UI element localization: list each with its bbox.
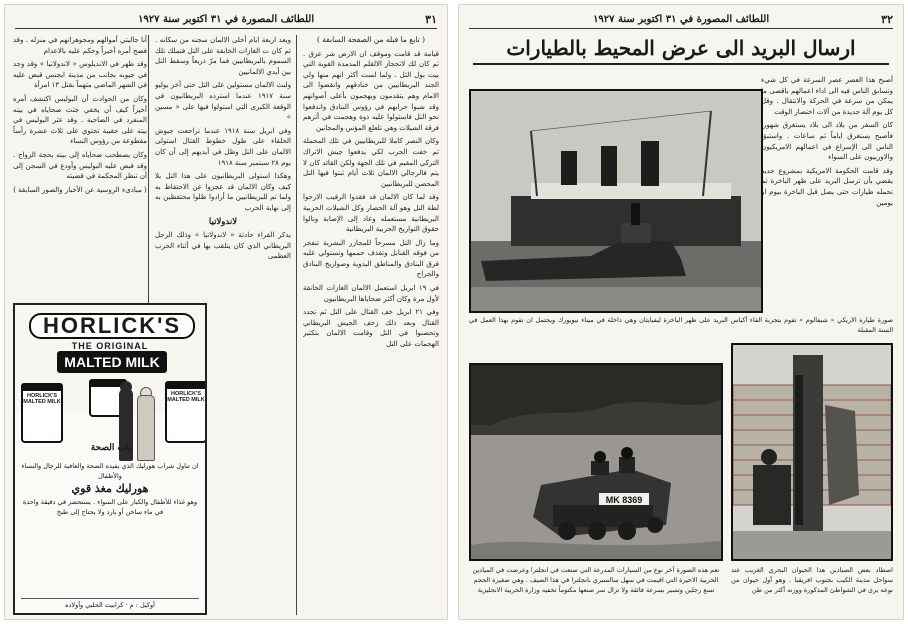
source-note: ( مبادىء الروسية عن الأخبار والصور السابقة ): [13, 185, 147, 194]
ad-product: MALTED MILK: [57, 351, 167, 373]
ship-photo-caption: صورة طيارة الاريكي « شيفالوم » تقوم بتجربة القاء أكياس البريد على ظهر الباخرة ليفيايثان وهي داخلة في ميناء نيويورك ويحتمل ان تقوم بهذا العمل في السنة المقبلة: [469, 316, 893, 334]
ad-door-sign: باب الصحة: [90, 443, 132, 453]
continued-note: ( تابع ما قبله من الصفحة السابقة ): [316, 35, 426, 44]
tank-license-plate: MK 8369: [605, 495, 643, 505]
paragraph: وقد قامت الحكومة الامريكية بمشروع جديد يقضي بأن ترسل البريد على ظهر الباخرة ثم تحمله طيارات حتى يصل قبل الباخرة بيوم او يومين: [761, 166, 893, 207]
jar-label: HORLICK'S MALTED MILK: [23, 393, 61, 405]
paragraph: يذكر القراء حادثة « لاندولاتيا » وذلك الرجل البريطاني الذي كان يتلقب بها في أثناء الحرب العظمى: [155, 231, 291, 261]
page-31: [4, 4, 448, 620]
sea-creature-caption: اصطاد بعض الصيادين هذا الحيوان البحري الغريب عند سواحل مدينة الكيب بجنوب افريقيا . وهو أول حيوان من نوعه يرى في الشواطئ المذكورة ووزنه أكثر من طن: [731, 566, 893, 594]
jar-icon: [165, 381, 207, 443]
sea-creature-photo: [731, 343, 893, 561]
running-head-title: اللطائف المصورة في ٣١ اكتوبر سنة ١٩٢٧: [138, 14, 315, 25]
jar-icon: [21, 383, 63, 443]
paragraph: أصبح هذا العصر عصر السرعة في كل شيء وتسابق الناس فيه الى اداء اعمالهم باقصى ما يمكن من سرعة في الحركة والانتقال . وقل كل يوم آلة جديدة من آلات اختصار الوقت: [761, 76, 893, 116]
paragraph: وكان النصر كاملا للبريطانيين في تلك المحملة ثم خفت الحرب لكي يدفعوا جيش الاتراك التركي المقيم في تلك الجهة ولكن القائد كان لا يتم فالرجالي الالمان ثلاث أيام ثبتوا فيها التل المحصن للبريطانيين: [303, 137, 439, 188]
paragraph: كان السفر من بلاد الى بلاد يستغرق شهوراً فأصبح يستغرق اياماً ثم ساعات . واستبق الناس الى الإسراع في اعمالهم الامريكيون والاوربيون على السواء: [761, 121, 893, 162]
paragraph: وكان من الحوادث أن البوليس اكتشف أمره أخيراً كيف أن يخفي جثث ضحاياه في بيته المنفرد في الضاحية . وقد عثر البوليس في بيته على حقيبة تحتوي على ثلاث عشرة رأساً مقطوعة من رؤوس النساء: [13, 94, 147, 146]
paragraph: وفي ٢١ ابريل خف القتال على التل ثم تجدد القتال وبعد ذلك زحف الجيش البريطاني وتحصنوا في التل وقامت الالمان بتكثير الهجمات على التل: [303, 308, 439, 349]
paragraph: وقد لما كان الالمان قد فقدوا الرقيب الارحوا لطة النل وهو آلة الحصار وكل الشيلات الحربية البريطانية مستعمله وعاد إلى الإصابة ونالوا حقوق التواريخ الحربية البريطانية: [303, 193, 439, 234]
running-head: [469, 11, 893, 29]
paragraph: وفي ابريل سنة ١٩١٨ عندما تراجعت جيوش الحلفاء على طول خطوط القتال استولى الالمان على التل وظل في أيديهم إلى أن كان يوم ٢٨ سبتمبر سنة ١٩١٨: [155, 126, 291, 167]
paragraph: وكان يصطحب ضحاياه إلى بيته بحجة الزواج . وقد قبض عليه البوليس وأودع في السجن إلى أن تنظر المحكمة في قضيته: [13, 150, 147, 181]
paragraph: في ١٩ ابريل استعمل الالمان الغازات الخانقة لأول مرة وكان أكثر ضحاياها البريطانيون: [303, 284, 439, 303]
ad-body-rest: وهو غذاء للأطفال والكبار على السواء . يستحضر في دقيقة واحدة في ماء ساخن أو بارد ولا يحتاج إلى طبخ: [22, 498, 198, 516]
horlicks-advertisement: [13, 303, 207, 615]
article-headline: ارسال البريد الى عرض المحيط بالطيارات: [473, 33, 889, 65]
page-32: [458, 4, 904, 620]
tank-photo-caption: نعم هذه الصورة آخر نوع من السيارات المدرعة التي صنعت في انجلترا وعرضت في الميادين الحربية الاخيرة التي اقيمت في سهل سالسبري بانجلترا في هذا الصيف . وهي صغيرة الحجم تسع رجلين وتسير بسرعة فائقة ولا تزال سر صنعها مكتوماً تخفيه وزارة الحربية الانجليزية: [472, 566, 720, 594]
paragraph: وما زال التل مسرحاً للمجازر البشرية تنفجر من فوقه القنابل وتقذف حممها وتستولي عليه فرق البنادق والمناطق اليدوية وصواريخ البنادق والجراح: [303, 238, 439, 279]
article-column: [761, 75, 893, 311]
page-number: ٣١: [425, 13, 437, 26]
ad-brand: HORLICK'S: [29, 313, 195, 339]
ad-slogan: هورليك مغذ قوي: [71, 482, 149, 495]
jar-label: HORLICK'S MALTED MILK: [167, 391, 205, 403]
tank-photo: [469, 363, 723, 561]
paragraph: وهكذا استولى البريطانيون على هذا التل بلا كيف وكان الالمان قد عجزوا عن الاحتفاظ به ولما تم للبريطانيين ما أرادوا ظلوا محتفظين به إلى نهاية الحرب: [155, 172, 291, 212]
ad-body-intro: ان تناول شراب هورليك الذي يفيده الصحة والعافية للرجال والنساء والأطفال: [21, 462, 199, 480]
ad-tagline: THE ORIGINAL: [71, 341, 149, 351]
article-column-left: [13, 35, 147, 297]
running-head: [15, 11, 437, 29]
paragraph: وقد ظهر في الانديلوس « لاندولاتيا » وقد وجد في جيوبه بجانب من مدينة ايجنس قبض عليه في الشهر الماضي متهماً بقتل ١٣ امرأة: [13, 60, 147, 90]
paragraph: أنا جاليتي أموالهم ومجوهراتهم في منزله . وقد فضح أمره أخيراً وحكم عليه بالاعدام: [13, 36, 147, 55]
paragraph: قيامة قد قامت وموقف ان الارض شر عزق . ثم كان لك لاتحجاز الالقلم المدمدة القوية التي بيت بول الثل . ولما لست أكثر انهم منها ولي الجند البريطانيين من خنادقهم وانقضوا الى الامام وهم يتقدمون ويهجمون بأعلى أصواتهم وقد شبوا حرابهم في رؤوس البنادق واندفعوا نحو التل فاستولوا عليه ذوة وهجمت في أثرهم فرقة الشيلات وهي تلعلع المؤس والمجانين: [303, 49, 439, 132]
ad-body: [21, 461, 199, 517]
ad-footer: أوكيل : م · كرابيت الحلبي وأولاده: [21, 598, 199, 609]
paragraph: ويعد اربعة ايام أخلى الالمان سجنه من سكانه . ثم كان ت الغازات الخانقة على التل فتملك تلك السموم بالبريطانيين فما مرّ ذريعاً وسقط التل بين أيدي الالمانيين: [155, 36, 291, 76]
paragraph: ولبث الالمان مستولين على التل حتى آخر يوليو سنة ١٩١٧ عندما استرده البريطانيون في الوقعة الكبرى التي استولوا فيها على « مسين »: [155, 81, 291, 122]
column-rule: [296, 35, 297, 615]
page-number: ٣٢: [881, 13, 893, 26]
article-column-right: [303, 35, 439, 615]
running-head-title: اللطائف المصورة في ٣١ اكتوبر سنة ١٩٢٧: [593, 14, 770, 25]
ad-illustration: [15, 305, 205, 413]
section-heading: لاندولاتيا: [208, 216, 238, 227]
ship-photo: [469, 89, 763, 313]
